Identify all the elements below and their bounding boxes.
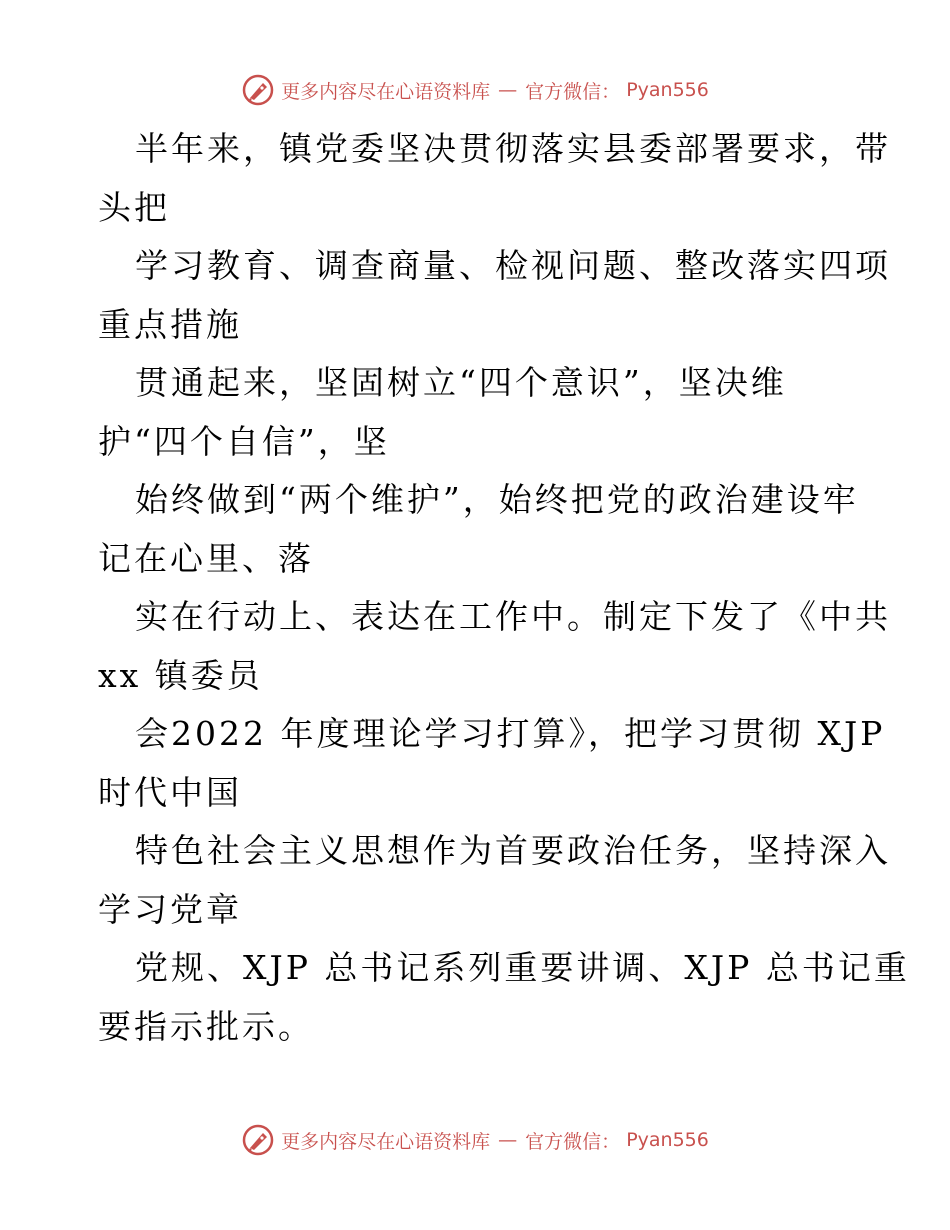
body-line: 学习教育、调查商量、检视问题、整改落实四项 <box>135 246 891 285</box>
body-line: 重点措施 <box>98 304 242 344</box>
body-line: 护“四个自信”，坚 <box>98 421 390 461</box>
pen-nib-logo-icon <box>241 73 275 107</box>
watermark-account: Pyan556 <box>626 1129 709 1151</box>
body-line: 记在心里、落 <box>98 538 314 578</box>
body-line: xx 镇委员 <box>98 655 263 695</box>
body-line: 始终做到“两个维护”，始终把党的政治建设牢 <box>135 480 859 519</box>
footer-watermark <box>0 1120 950 1160</box>
body-line: 半年来，镇党委坚决贯彻落实县委部署要求，带 <box>135 129 891 168</box>
body-line: 特色社会主义思想作为首要政治任务，坚持深入 <box>135 831 891 870</box>
body-line: 实在行动上、表达在工作中。制定下发了《中共 <box>135 597 891 636</box>
body-line: 会2022 年度理论学习打算》，把学习贯彻 XJP <box>135 714 886 753</box>
body-line: 党规、XJP 总书记系列重要讲调、XJP 总书记重 <box>135 948 910 987</box>
watermark-account: Pyan556 <box>626 79 709 101</box>
body-line: 要指示批示。 <box>98 1006 314 1046</box>
body-line: 时代中国 <box>98 772 242 812</box>
body-line: 贯通起来，坚固树立“四个意识”，坚决维 <box>135 363 787 402</box>
body-line: 学习党章 <box>98 889 242 929</box>
body-line: 头把 <box>98 187 170 227</box>
watermark-label: 官方微信： <box>525 1130 621 1153</box>
watermark-dash: — <box>498 1129 518 1151</box>
watermark-main-text: 更多内容尽在心语资料库 <box>281 1130 491 1153</box>
watermark-label: 官方微信： <box>525 80 621 103</box>
watermark-main-text: 更多内容尽在心语资料库 <box>281 80 491 103</box>
document-body <box>98 120 910 1056</box>
header-watermark <box>0 70 950 110</box>
pen-nib-logo-icon <box>241 1123 275 1157</box>
watermark-dash: — <box>498 79 518 101</box>
